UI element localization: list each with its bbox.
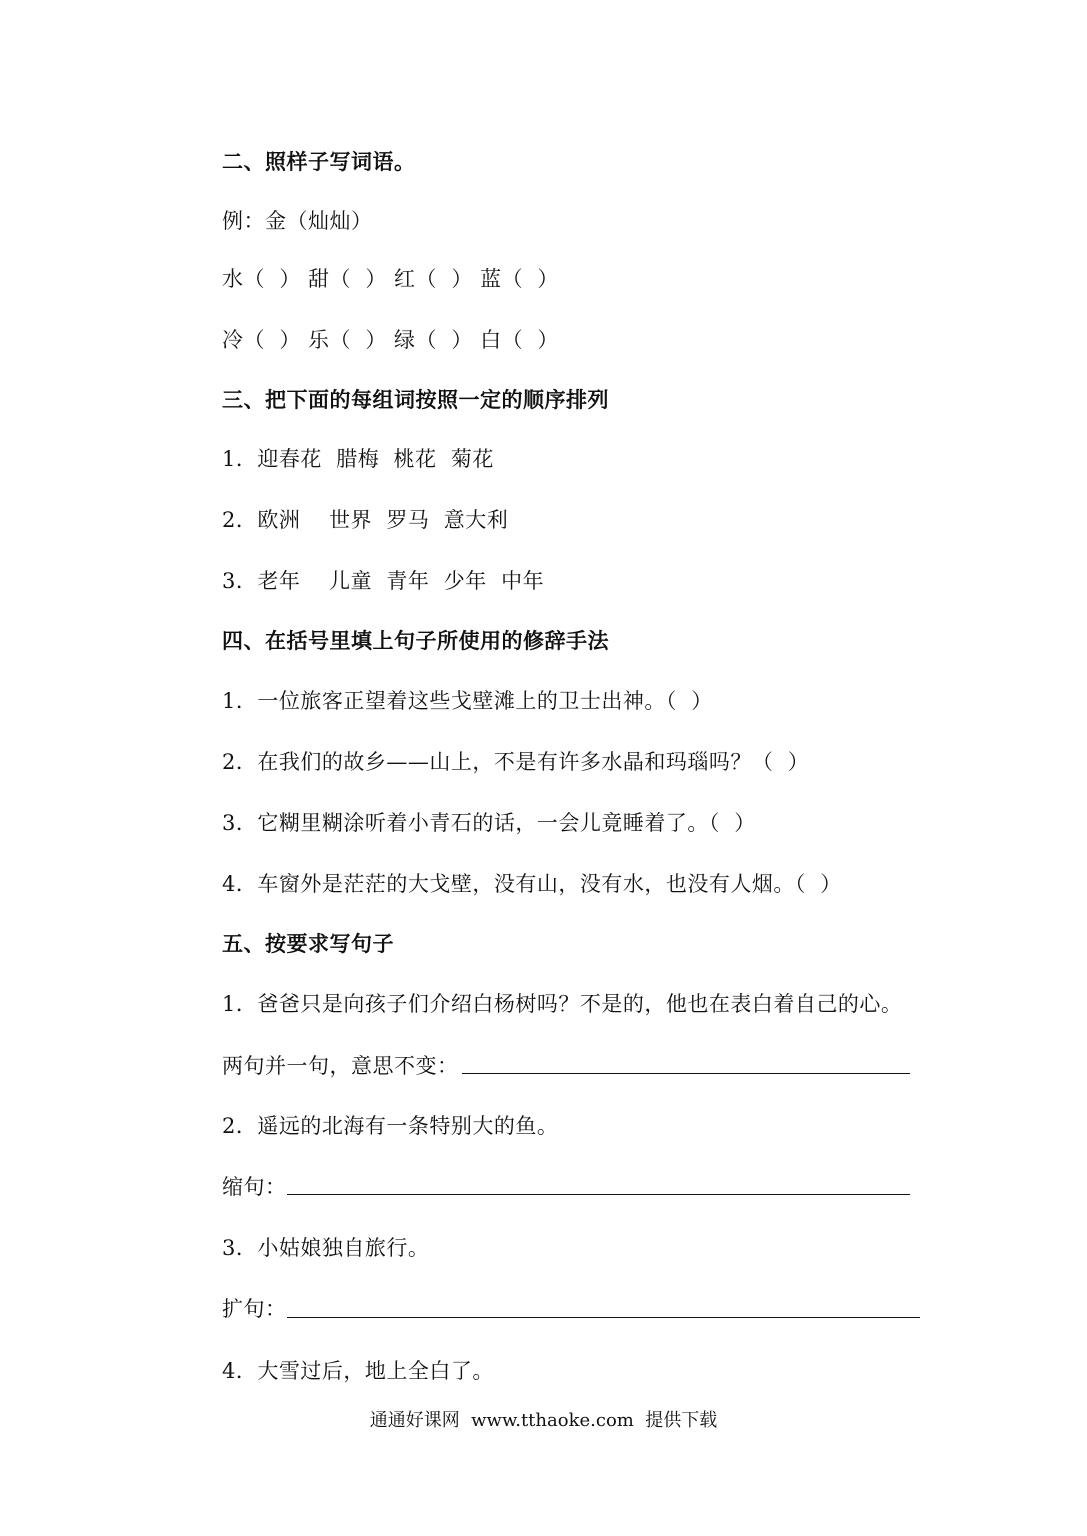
section-5-question-3: 3．小姑娘独自旅行。 [222,1236,430,1260]
section-2-row-1: 水（ ） 甜（ ） 红（ ） 蓝（ ） [222,267,559,291]
section-3-item-3: 3．老年 儿童 青年 少年 中年 [222,569,545,593]
section-4-item-3: 3．它糊里糊涂听着小青石的话，一会儿竟睡着了。（ ） [222,811,756,835]
answer-3-blank[interactable] [287,1317,920,1318]
page-footer: 通通好课网 www.tthaoke.com 提供下载 [369,1410,718,1431]
section-2-row-2: 冷（ ） 乐（ ） 绿（ ） 白（ ） [222,328,559,352]
answer-2-blank[interactable] [287,1194,910,1195]
section-4-heading: 四、在括号里填上句子所使用的修辞手法 [222,628,609,653]
section-4-item-1: 1．一位旅客正望着这些戈壁滩上的卫士出神。（ ） [222,689,713,713]
section-5-question-1: 1．爸爸只是向孩子们介绍白杨树吗？不是的，他也在表白着自己的心。 [222,992,903,1016]
section-5-answer-2-prompt: 缩句： [222,1175,287,1199]
section-5-question-2: 2．遥远的北海有一条特别大的鱼。 [222,1114,559,1138]
section-3-heading: 三、把下面的每组词按照一定的顺序排列 [222,387,609,412]
section-3-item-2: 2．欧洲 世界 罗马 意大利 [222,508,509,532]
section-2-example: 例：金（灿灿） [222,209,373,233]
section-3-item-1: 1．迎春花 腊梅 桃花 菊花 [222,447,494,471]
section-5-heading: 五、按要求写句子 [222,931,394,956]
section-4-item-2: 2．在我们的故乡——山上，不是有许多水晶和玛瑙吗？（ ） [222,750,810,774]
section-4-item-4: 4．车窗外是茫茫的大戈壁，没有山，没有水，也没有人烟。（ ） [222,872,842,896]
section-5-answer-3-prompt: 扩句： [222,1297,287,1321]
section-2-heading: 二、照样子写词语。 [222,149,416,174]
answer-1-blank[interactable] [462,1073,910,1074]
section-5-question-4: 4．大雪过后，地上全白了。 [222,1359,494,1383]
section-5-answer-1-prompt: 两句并一句，意思不变： [222,1054,459,1078]
